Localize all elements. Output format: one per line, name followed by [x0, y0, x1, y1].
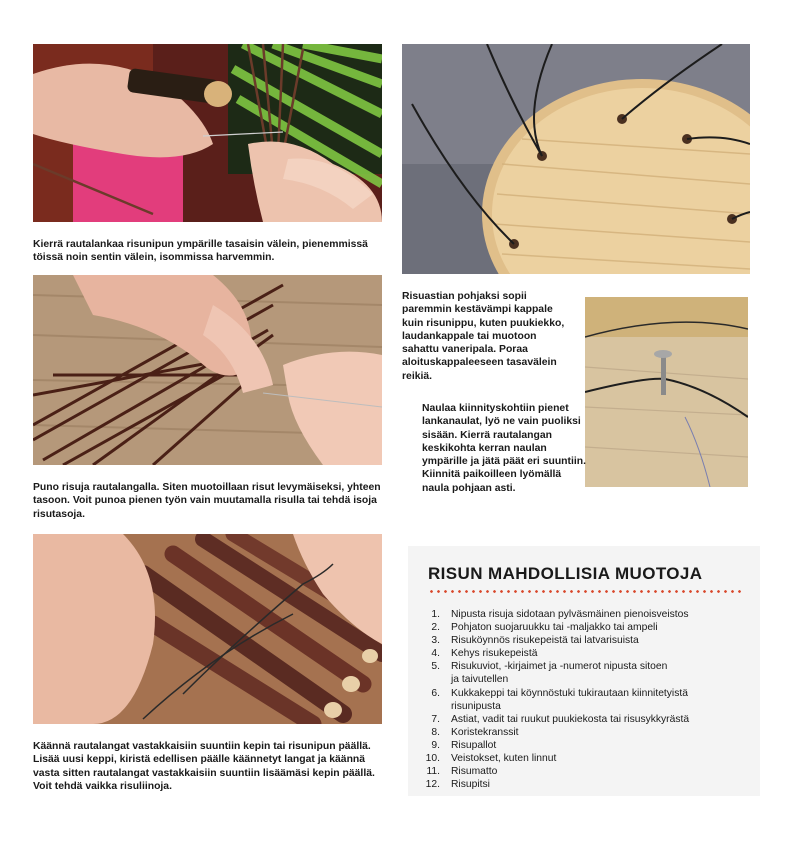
list-item: [408, 739, 760, 752]
list-item-number: 9.: [431, 739, 440, 751]
list-item-number: 6.: [431, 687, 440, 699]
caption-line: Voit tehdä vaikka risuliinoja.: [33, 780, 172, 792]
list-item-text: Koristekranssit: [451, 726, 519, 738]
list-item-text: Risukuviot, -kirjaimet ja -numerot nipusta sitoen ja taivutellen: [451, 661, 668, 686]
caption-line: tasoon. Voit punoa pienen työn vain muutamalla risulla tai tehdä isoja: [33, 495, 377, 507]
list-item-text: Kukkakeppi tai köynnöstuki tukirautaan kiinnitetyistä risunipusta: [451, 687, 688, 712]
list-item-text: Veistokset, kuten linnut: [451, 753, 557, 765]
list-item: [408, 647, 760, 660]
list-item-text: Nipusta risuja sidotaan pylväsmäinen pienoisveistos: [451, 609, 689, 620]
caption-nail-wire: [422, 402, 586, 495]
list-item: [408, 765, 760, 778]
photo-wooden-disc: [402, 44, 750, 274]
list-item-number: 12.: [425, 779, 440, 791]
list-item-text: Astiat, vadit tai ruukut puukiekosta tai risusykkyrästä: [451, 713, 690, 725]
photo-wrapping-wire: [33, 44, 382, 222]
caption-line: keskikohta kerran naulan: [422, 442, 547, 454]
caption-line: kuin risunippu, kuten puukiekko,: [402, 317, 565, 329]
list-item-number: 10.: [425, 753, 440, 765]
list-item: [408, 608, 760, 621]
info-box-shapes: [408, 546, 760, 796]
list-item-number: 11.: [426, 766, 440, 778]
caption-line: reikiä.: [402, 370, 433, 382]
caption-line: laudankappale tai muotoon: [402, 330, 537, 342]
list-item-number: 8.: [431, 726, 440, 738]
caption-line: Kiinnitä paikoilleen lyömällä: [422, 469, 562, 481]
list-item: [408, 752, 760, 765]
caption-wrapping-wire: [33, 238, 368, 265]
list-item-text: Pohjaton suojaruukku tai -maljakko tai ampeli: [451, 622, 658, 634]
list-item-text: Risuköynnös risukepeistä tai latvarisuista: [451, 635, 639, 647]
list-item-text: Kehys risukepeistä: [451, 648, 538, 660]
caption-line: töissä noin sentin välein, isommissa harvemmin.: [33, 252, 275, 264]
list-item-text: Risupitsi: [451, 779, 490, 791]
caption-line: Käännä rautalangat vastakkaisiin suuntiin kepin tai risunipun päällä.: [33, 741, 371, 752]
list-item-number: 3.: [431, 635, 440, 647]
list-item: [408, 687, 760, 713]
list-item: [408, 726, 760, 739]
caption-disc-base: [402, 290, 564, 383]
caption-line: Lisää uusi keppi, kiristä edellisen päälle käännetyt langat ja käännä: [33, 754, 366, 766]
list-item-number: 5.: [431, 661, 440, 673]
caption-line: sisään. Kierrä rautalangan: [422, 429, 552, 441]
caption-line: Puno risuja rautalangalla. Siten muotoillaan risut levymäiseksi, yhteen: [33, 482, 381, 493]
caption-braiding-twigs: [33, 481, 381, 521]
info-box-title: RISUN MAHDOLLISIA MUOTOJA: [428, 564, 703, 583]
caption-twisting-wires: [33, 740, 375, 793]
list-item: [408, 621, 760, 634]
list-item: [408, 634, 760, 647]
caption-line: vasta sitten rautalangat vastakkaisiin suuntiin lisäämäsi kepin päällä.: [33, 767, 375, 779]
caption-line: paremmin kestävämpi kappale: [402, 304, 553, 316]
caption-line: sahattu vaneripala. Poraa: [402, 344, 528, 356]
caption-line: aloituskappaleeseen tasavälein: [402, 357, 557, 369]
list-item-text: Risupallot: [451, 739, 497, 751]
caption-line: risutasoja.: [33, 508, 85, 520]
photo-nail-wire: [585, 297, 748, 487]
list-item: [408, 660, 760, 686]
list-item-number: 7.: [431, 713, 440, 725]
caption-line: Risuastian pohjaksi sopii: [402, 291, 527, 302]
list-item: [408, 713, 760, 726]
caption-line: naula pohjaan asti.: [422, 482, 516, 494]
photo-twisting-wires: [33, 534, 382, 724]
list-item-number: 2.: [431, 622, 440, 634]
shapes-list: [408, 608, 760, 791]
dotted-divider: [428, 590, 742, 593]
caption-line: ympärille ja jätä päät eri suuntiin.: [422, 456, 586, 468]
photo-braiding-twigs: [33, 275, 382, 465]
list-item: [408, 778, 760, 791]
list-item-number: 1.: [431, 609, 440, 620]
list-item-text: Risumatto: [451, 766, 498, 778]
caption-line: Kierrä rautalankaa risunipun ympärille tasaisin välein, pienemmissä: [33, 239, 368, 250]
caption-line: Naulaa kiinnityskohtiin pienet: [422, 403, 569, 414]
caption-line: lankanaulat, lyö ne vain puoliksi: [422, 416, 581, 428]
list-item-number: 4.: [431, 648, 440, 660]
